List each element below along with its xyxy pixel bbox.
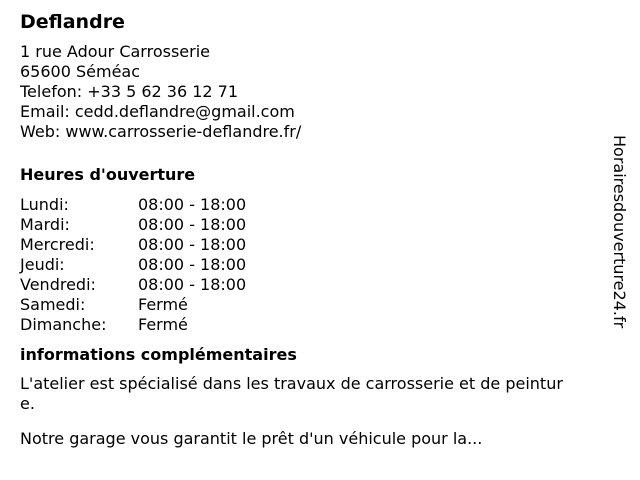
hours-day: Mercredi: (20, 235, 95, 254)
hours-day: Jeudi: (20, 255, 65, 274)
site-watermark: Horairesdouverture24.fr (610, 135, 629, 329)
hours-row-friday (20, 275, 590, 295)
hours-time: 08:00 - 18:00 (138, 275, 247, 294)
hours-time: Fermé (138, 315, 188, 334)
business-card (20, 10, 590, 449)
address-line-1: 1 rue Adour Carrosserie (20, 42, 210, 61)
hours-title: Heures d'ouverture (20, 165, 196, 184)
hours-row-tuesday (20, 215, 590, 235)
info-paragraph-2: Notre garage vous garantit le prêt d'un véhicule pour la... (20, 429, 483, 448)
address-line-2: 65600 Séméac (20, 62, 141, 81)
email-line: Email: cedd.deflandre@gmail.com (20, 102, 295, 121)
phone-line: Telefon: +33 5 62 36 12 71 (20, 82, 239, 101)
hours-row-sunday (20, 315, 590, 335)
hours-row-saturday (20, 295, 590, 315)
hours-day: Vendredi: (20, 275, 96, 294)
hours-time: 08:00 - 18:00 (138, 235, 247, 254)
info-paragraph-1: L'atelier est spécialisé dans les travaux de carrosserie et de peinture. (20, 374, 563, 413)
hours-time: 08:00 - 18:00 (138, 255, 247, 274)
hours-row-thursday (20, 255, 590, 275)
business-name: Deflandre (20, 11, 125, 33)
hours-day: Lundi: (20, 195, 69, 214)
hours-time: Fermé (138, 295, 188, 314)
hours-day: Samedi: (20, 295, 86, 314)
hours-row-wednesday (20, 235, 590, 255)
hours-day: Mardi: (20, 215, 70, 234)
hours-time: 08:00 - 18:00 (138, 215, 247, 234)
web-line: Web: www.carrosserie-deflandre.fr/ (20, 122, 302, 141)
info-title: informations complémentaires (20, 345, 297, 364)
hours-table (20, 195, 590, 335)
hours-time: 08:00 - 18:00 (138, 195, 247, 214)
hours-day: Dimanche: (20, 315, 107, 334)
hours-row-monday (20, 195, 590, 215)
